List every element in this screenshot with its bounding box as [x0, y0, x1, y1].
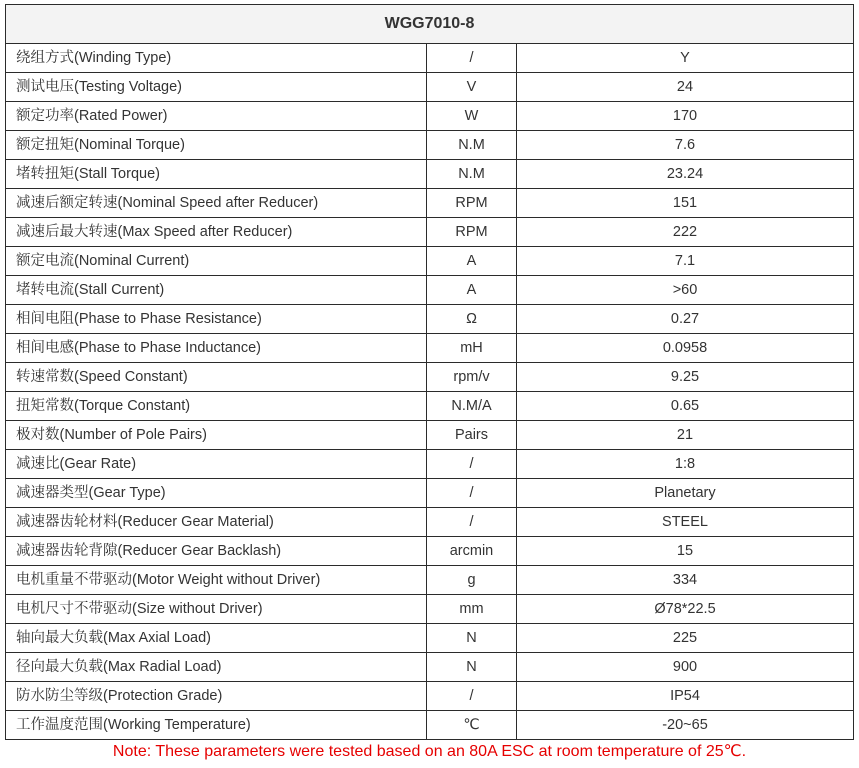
param-cell: 减速比(Gear Rate) [6, 450, 427, 479]
param-cell: 减速器齿轮材料(Reducer Gear Material) [6, 508, 427, 537]
table-row [6, 44, 854, 73]
table-row [6, 421, 854, 450]
value-cell: 7.6 [517, 131, 854, 160]
value-cell: 170 [517, 102, 854, 131]
table-row [6, 334, 854, 363]
param-cell: 测试电压(Testing Voltage) [6, 73, 427, 102]
param-cell: 减速器齿轮背隙(Reducer Gear Backlash) [6, 537, 427, 566]
param-cell: 堵转电流(Stall Current) [6, 276, 427, 305]
table-row [6, 537, 854, 566]
unit-cell: RPM [427, 218, 517, 247]
value-cell: 225 [517, 624, 854, 653]
param-cell: 堵转扭矩(Stall Torque) [6, 160, 427, 189]
value-cell: 9.25 [517, 363, 854, 392]
table-row [6, 247, 854, 276]
param-cell: 减速后最大转速(Max Speed after Reducer) [6, 218, 427, 247]
value-cell: Ø78*22.5 [517, 595, 854, 624]
table-row [6, 450, 854, 479]
unit-cell: N [427, 653, 517, 682]
table-row [6, 711, 854, 740]
value-cell: 15 [517, 537, 854, 566]
unit-cell: Pairs [427, 421, 517, 450]
spec-table [5, 4, 854, 740]
table-row [6, 189, 854, 218]
value-cell: STEEL [517, 508, 854, 537]
param-cell: 减速器类型(Gear Type) [6, 479, 427, 508]
unit-cell: ℃ [427, 711, 517, 740]
value-cell: 23.24 [517, 160, 854, 189]
value-cell: 334 [517, 566, 854, 595]
param-cell: 转速常数(Speed Constant) [6, 363, 427, 392]
value-cell: 0.65 [517, 392, 854, 421]
table-row [6, 595, 854, 624]
param-cell: 轴向最大负载(Max Axial Load) [6, 624, 427, 653]
table-row [6, 508, 854, 537]
table-row [6, 131, 854, 160]
model-title: WGG7010-8 [6, 5, 854, 44]
value-cell: 24 [517, 73, 854, 102]
param-cell: 扭矩常数(Torque Constant) [6, 392, 427, 421]
table-row [6, 392, 854, 421]
table-row [6, 218, 854, 247]
unit-cell: / [427, 508, 517, 537]
unit-cell: arcmin [427, 537, 517, 566]
unit-cell: V [427, 73, 517, 102]
unit-cell: / [427, 479, 517, 508]
table-row [6, 653, 854, 682]
table-row [6, 102, 854, 131]
value-cell: -20~65 [517, 711, 854, 740]
unit-cell: mH [427, 334, 517, 363]
value-cell: IP54 [517, 682, 854, 711]
param-cell: 工作温度范围(Working Temperature) [6, 711, 427, 740]
table-row [6, 566, 854, 595]
value-cell: 7.1 [517, 247, 854, 276]
table-row [6, 305, 854, 334]
table-row [6, 479, 854, 508]
param-cell: 额定电流(Nominal Current) [6, 247, 427, 276]
param-cell: 相间电感(Phase to Phase Inductance) [6, 334, 427, 363]
unit-cell: N.M [427, 160, 517, 189]
unit-cell: N [427, 624, 517, 653]
unit-cell: W [427, 102, 517, 131]
value-cell: Planetary [517, 479, 854, 508]
unit-cell: N.M [427, 131, 517, 160]
unit-cell: A [427, 247, 517, 276]
table-row [6, 682, 854, 711]
unit-cell: A [427, 276, 517, 305]
param-cell: 电机尺寸不带驱动(Size without Driver) [6, 595, 427, 624]
value-cell: Y [517, 44, 854, 73]
param-cell: 电机重量不带驱动(Motor Weight without Driver) [6, 566, 427, 595]
table-row [6, 624, 854, 653]
param-cell: 额定扭矩(Nominal Torque) [6, 131, 427, 160]
table-row [6, 363, 854, 392]
unit-cell: N.M/A [427, 392, 517, 421]
unit-cell: Ω [427, 305, 517, 334]
value-cell: 900 [517, 653, 854, 682]
param-cell: 相间电阻(Phase to Phase Resistance) [6, 305, 427, 334]
value-cell: >60 [517, 276, 854, 305]
value-cell: 1:8 [517, 450, 854, 479]
unit-cell: / [427, 450, 517, 479]
unit-cell: / [427, 44, 517, 73]
table-row [6, 160, 854, 189]
value-cell: 21 [517, 421, 854, 450]
value-cell: 151 [517, 189, 854, 218]
param-cell: 极对数(Number of Pole Pairs) [6, 421, 427, 450]
value-cell: 0.0958 [517, 334, 854, 363]
param-cell: 减速后额定转速(Nominal Speed after Reducer) [6, 189, 427, 218]
value-cell: 0.27 [517, 305, 854, 334]
unit-cell: rpm/v [427, 363, 517, 392]
unit-cell: RPM [427, 189, 517, 218]
unit-cell: mm [427, 595, 517, 624]
test-note: Note: These parameters were tested based on an 80A ESC at room temperature of 25℃. [112, 743, 747, 760]
table-row [6, 276, 854, 305]
title-row [6, 5, 854, 44]
param-cell: 径向最大负载(Max Radial Load) [6, 653, 427, 682]
param-cell: 防水防尘等级(Protection Grade) [6, 682, 427, 711]
unit-cell: g [427, 566, 517, 595]
param-cell: 额定功率(Rated Power) [6, 102, 427, 131]
value-cell: 222 [517, 218, 854, 247]
table-row [6, 73, 854, 102]
param-cell: 绕组方式(Winding Type) [6, 44, 427, 73]
unit-cell: / [427, 682, 517, 711]
spec-body [6, 44, 854, 740]
